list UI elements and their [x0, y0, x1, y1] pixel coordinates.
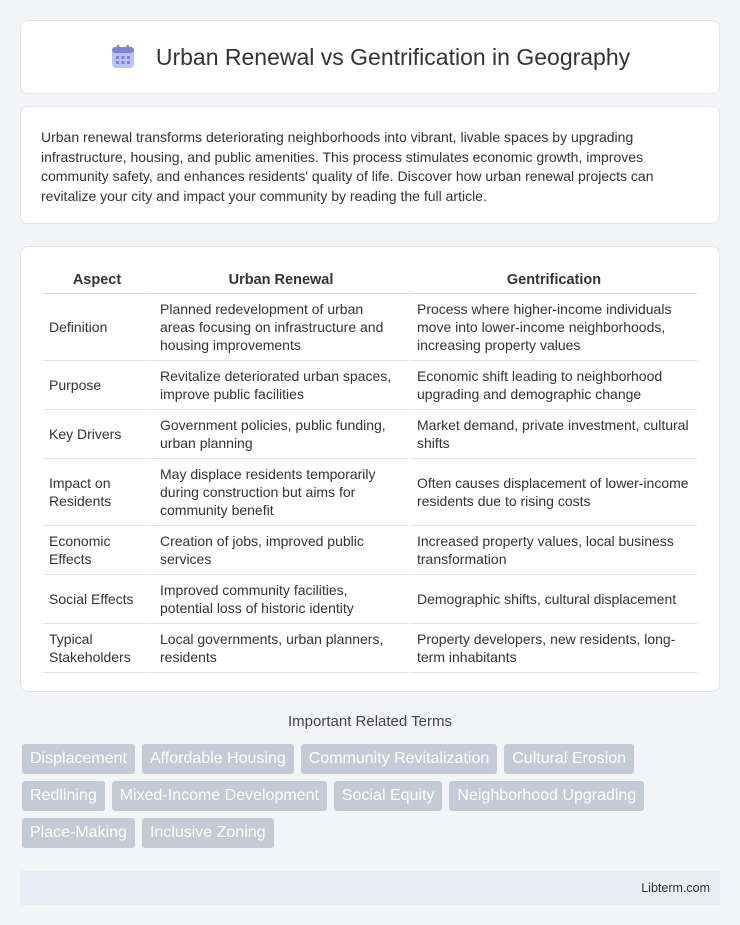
term-tag[interactable]: Inclusive Zoning: [142, 818, 274, 848]
table-row: [43, 410, 697, 459]
row-aspect: Definition: [43, 294, 151, 361]
column-header-gentrification: Gentrification: [408, 265, 697, 294]
table-row: [43, 575, 697, 624]
row-aspect: Purpose: [43, 361, 151, 410]
related-terms-heading: Important Related Terms: [288, 713, 452, 730]
row-urban-renewal: May displace residents temporarily during construction but aims for community benefit: [151, 459, 408, 526]
row-urban-renewal: Planned redevelopment of urban areas focusing on infrastructure and housing improvements: [151, 294, 408, 361]
row-urban-renewal: Government policies, public funding, urban planning: [151, 410, 408, 459]
title-card: [20, 20, 720, 94]
related-terms-list: [22, 744, 720, 855]
term-tag[interactable]: Place-Making: [22, 818, 135, 848]
row-aspect: Impact on Residents: [43, 459, 151, 526]
footer: [20, 871, 720, 905]
row-aspect: Economic Effects: [43, 526, 151, 575]
table-row: [43, 361, 697, 410]
row-gentrification: Often causes displacement of lower-income residents due to rising costs: [408, 459, 697, 526]
term-tag[interactable]: Community Revitalization: [301, 744, 498, 774]
row-gentrification: Economic shift leading to neighborhood upgrading and demographic change: [408, 361, 697, 410]
footer-site-link[interactable]: Libterm.com: [641, 881, 710, 895]
table-row: [43, 294, 697, 361]
row-gentrification: Demographic shifts, cultural displacement: [408, 575, 697, 624]
row-gentrification: Increased property values, local business transformation: [408, 526, 697, 575]
table-row: [43, 624, 697, 673]
row-aspect: Social Effects: [43, 575, 151, 624]
row-urban-renewal: Local governments, urban planners, residents: [151, 624, 408, 673]
column-header-aspect: Aspect: [43, 265, 151, 294]
comparison-card: [20, 246, 720, 692]
term-tag[interactable]: Social Equity: [334, 781, 443, 811]
row-gentrification: Market demand, private investment, cultural shifts: [408, 410, 697, 459]
row-aspect: Typical Stakeholders: [43, 624, 151, 673]
row-urban-renewal: Creation of jobs, improved public services: [151, 526, 408, 575]
row-urban-renewal: Improved community facilities, potential loss of historic identity: [151, 575, 408, 624]
table-header-row: [43, 265, 697, 294]
term-tag[interactable]: Mixed-Income Development: [112, 781, 327, 811]
term-tag[interactable]: Affordable Housing: [142, 744, 294, 774]
term-tag[interactable]: Displacement: [22, 744, 135, 774]
page-title: Urban Renewal vs Gentrification in Geography: [155, 43, 631, 70]
intro-text: Urban renewal transforms deteriorating neighborhoods into vibrant, livable spaces by upgrading infrastructure, housing, and public amenities. This process stimulates economic growth, improves community safety, and enhances residents' quality of life. Discover how urban renewal projects can revitalize your city and impact your community by reading the full article.: [41, 129, 654, 204]
term-tag[interactable]: Cultural Erosion: [504, 744, 634, 774]
table-row: [43, 526, 697, 575]
column-header-urban-renewal: Urban Renewal: [151, 265, 408, 294]
row-aspect: Key Drivers: [43, 410, 151, 459]
term-tag[interactable]: Redlining: [22, 781, 105, 811]
table-row: [43, 459, 697, 526]
row-gentrification: Process where higher-income individuals move into lower-income neighborhoods, increasing property values: [408, 294, 697, 361]
row-gentrification: Property developers, new residents, long-term inhabitants: [408, 624, 697, 673]
calendar-icon: [110, 44, 136, 70]
comparison-table: [43, 265, 697, 673]
intro-card: [20, 106, 720, 224]
term-tag[interactable]: Neighborhood Upgrading: [449, 781, 644, 811]
row-urban-renewal: Revitalize deteriorated urban spaces, improve public facilities: [151, 361, 408, 410]
